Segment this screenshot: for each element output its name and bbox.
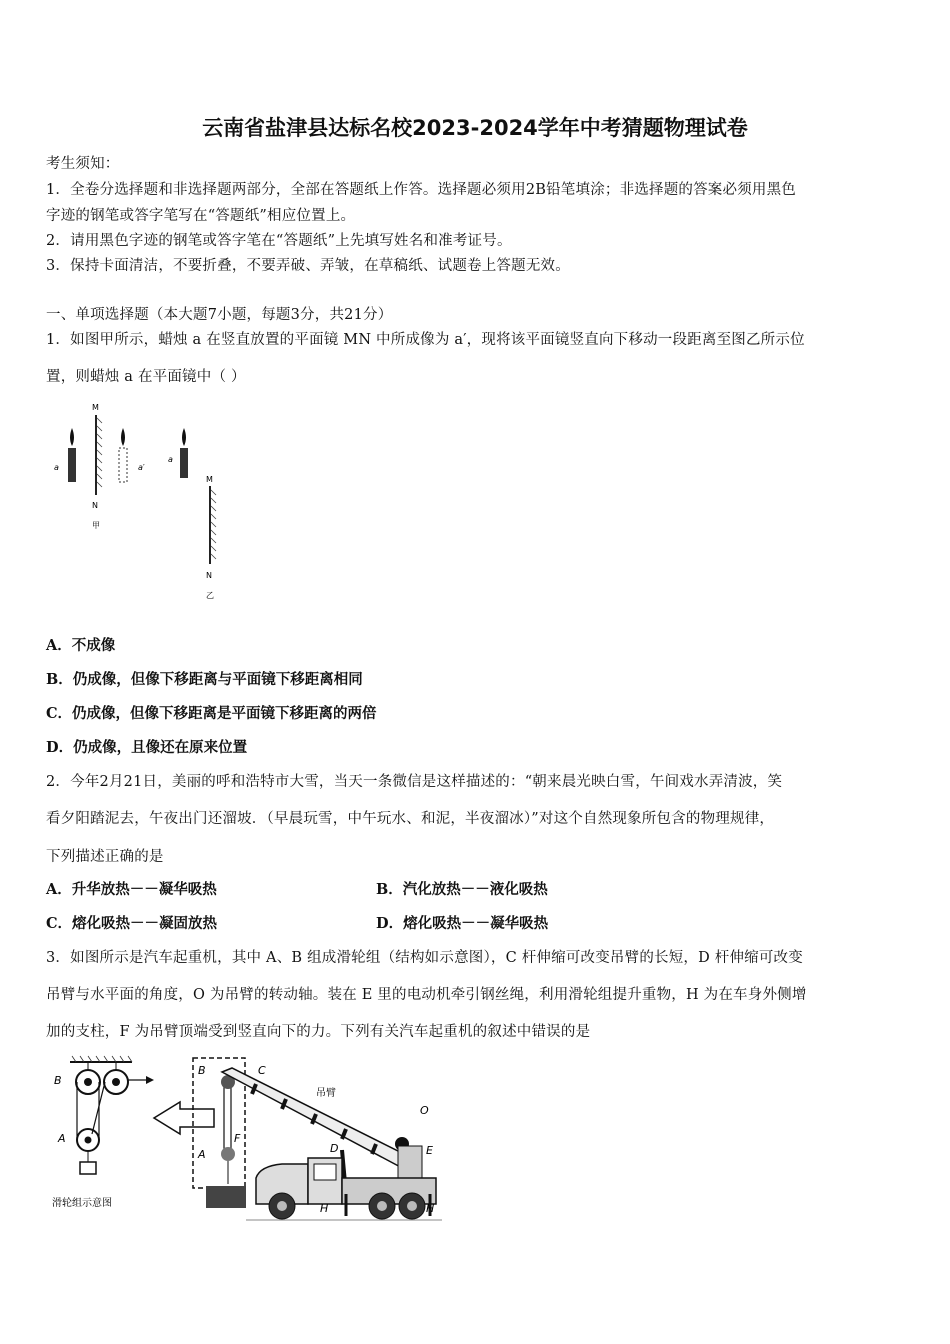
q2-option-b: B．汽化放热－－液化吸热: [376, 881, 548, 898]
q2-stem-line-3: 下列描述正确的是: [46, 849, 164, 865]
crane-label-F: F: [234, 1132, 241, 1145]
q3-stem-line-2: 吊臂与水平面的角度，O 为吊臂的转动轴。装在 E 里的电动机牵引钢丝绳，利用滑轮组提升重物，H 为在车身外侧增: [46, 987, 807, 1003]
q1-option-c: C．仍成像，但像下移距离是平面镜下移距离的两倍: [46, 705, 377, 722]
crane-label-H-right: H: [426, 1202, 435, 1215]
q3-stem-line-1: 3．如图所示是汽车起重机，其中 A、B 组成滑轮组（结构如示意图），C 杆伸缩可改变吊臂的长短，D 杆伸缩可改变: [46, 950, 803, 966]
notice-line-1: 1．全卷分选择题和非选择题两部分，全部在答题纸上作答。选择题必须用2B铅笔填涂；非选择题的答案必须用黑色: [46, 182, 797, 198]
fig2-label-N: N: [206, 571, 212, 580]
notice-line-2: 字迹的钢笔或答字笔写在“答题纸”相应位置上。: [46, 208, 356, 224]
notice-line-3: 2．请用黑色字迹的钢笔或答字笔在“答题纸”上先填写姓名和准考证号。: [46, 233, 512, 249]
crane-label-E: E: [426, 1144, 433, 1157]
page-title: 云南省盐津县达标名校2023-2024学年中考猜题物理试卷: [202, 116, 748, 140]
fig1-label-jia: 甲: [92, 521, 100, 530]
fig1-mirror-hatching: [97, 418, 102, 487]
crane-label-arm: 吊臂: [316, 1088, 336, 1099]
fig1-image-flame: [121, 428, 125, 446]
fig1-candle-a: [68, 448, 76, 482]
fig2-label-M: M: [206, 475, 213, 484]
load-box: [80, 1162, 96, 1174]
crane-load: [206, 1186, 246, 1208]
crane-label-A: A: [198, 1148, 206, 1161]
q3-crane-figure: [46, 1054, 446, 1224]
fig2-label-yi: 乙: [206, 591, 214, 600]
pointing-arrow-icon: [154, 1102, 214, 1134]
notice-heading: 考生须知：: [46, 156, 120, 172]
q2-option-c: C．熔化吸热－－凝固放热: [46, 915, 218, 932]
fig1-image-candle: [119, 448, 127, 482]
schematic-label-B: B: [54, 1074, 62, 1087]
fig2-candle-flame: [182, 428, 186, 446]
q3-stem-line-3: 加的支柱，F 为吊臂顶端受到竖直向下的力。下列有关汽车起重机的叙述中错误的是: [46, 1024, 591, 1040]
fig1-label-M: M: [92, 403, 99, 412]
q2-stem-line-2: 看夕阳踏泥去，午夜出门还溜坡．（早晨玩雪，中午玩水、和泥，半夜溜冰）”对这个自然现象所包含的物理规律，: [46, 811, 775, 827]
fig2-mirror-hatching: [211, 490, 216, 559]
section-heading: 一、单项选择题（本大题7小题，每题3分，共21分）: [46, 307, 393, 323]
schematic-label-A: A: [58, 1132, 66, 1145]
q1-stem-line-1: 1．如图甲所示，蜡烛 a 在竖直放置的平面镜 MN 中所成像为 a′，现将该平面镜竖直向下移动一段距离至图乙所示位: [46, 332, 805, 348]
crane-boom: [222, 1068, 412, 1170]
q1-mirror-figure: [46, 400, 236, 605]
crane-label-D: D: [330, 1142, 339, 1155]
crane-label-O: O: [420, 1104, 429, 1117]
fig1-candle-flame: [70, 428, 74, 446]
schematic-caption: 滑轮组示意图: [52, 1198, 112, 1209]
fig1-label-a: a: [54, 463, 59, 472]
fig2-candle-a: [180, 448, 188, 478]
q2-option-d: D．熔化吸热－－凝华吸热: [376, 915, 549, 932]
hook-pulley: [221, 1147, 235, 1161]
fig2-label-a: a: [168, 455, 173, 464]
fig1-label-N: N: [92, 501, 98, 510]
q2-stem-line-1: 2．今年2月21日，美丽的呼和浩特市大雪，当天一条微信是这样描述的：“朝来晨光映白雪，午间戏水弄清波，笑: [46, 774, 783, 790]
q1-stem-line-2: 置，则蜡烛 a 在平面镜中（ ）: [46, 369, 246, 385]
q1-option-b: B．仍成像，但像下移距离与平面镜下移距离相同: [46, 671, 363, 688]
pulley-schematic: [52, 1056, 214, 1209]
notice-line-4: 3．保持卡面清洁，不要折叠，不要弄破、弄皱，在草稿纸、试题卷上答题无效。: [46, 258, 570, 274]
q1-option-d: D．仍成像，且像还在原来位置: [46, 739, 248, 756]
q2-option-a: A．升华放热－－凝华吸热: [46, 881, 217, 898]
q1-option-a: A．不成像: [46, 637, 116, 654]
crane-label-C: C: [258, 1064, 266, 1077]
motor-box-E: [398, 1146, 422, 1180]
fig1-label-a-image: a′: [138, 463, 145, 472]
crane-label-B: B: [198, 1064, 206, 1077]
crane-label-H-left: H: [320, 1202, 329, 1215]
